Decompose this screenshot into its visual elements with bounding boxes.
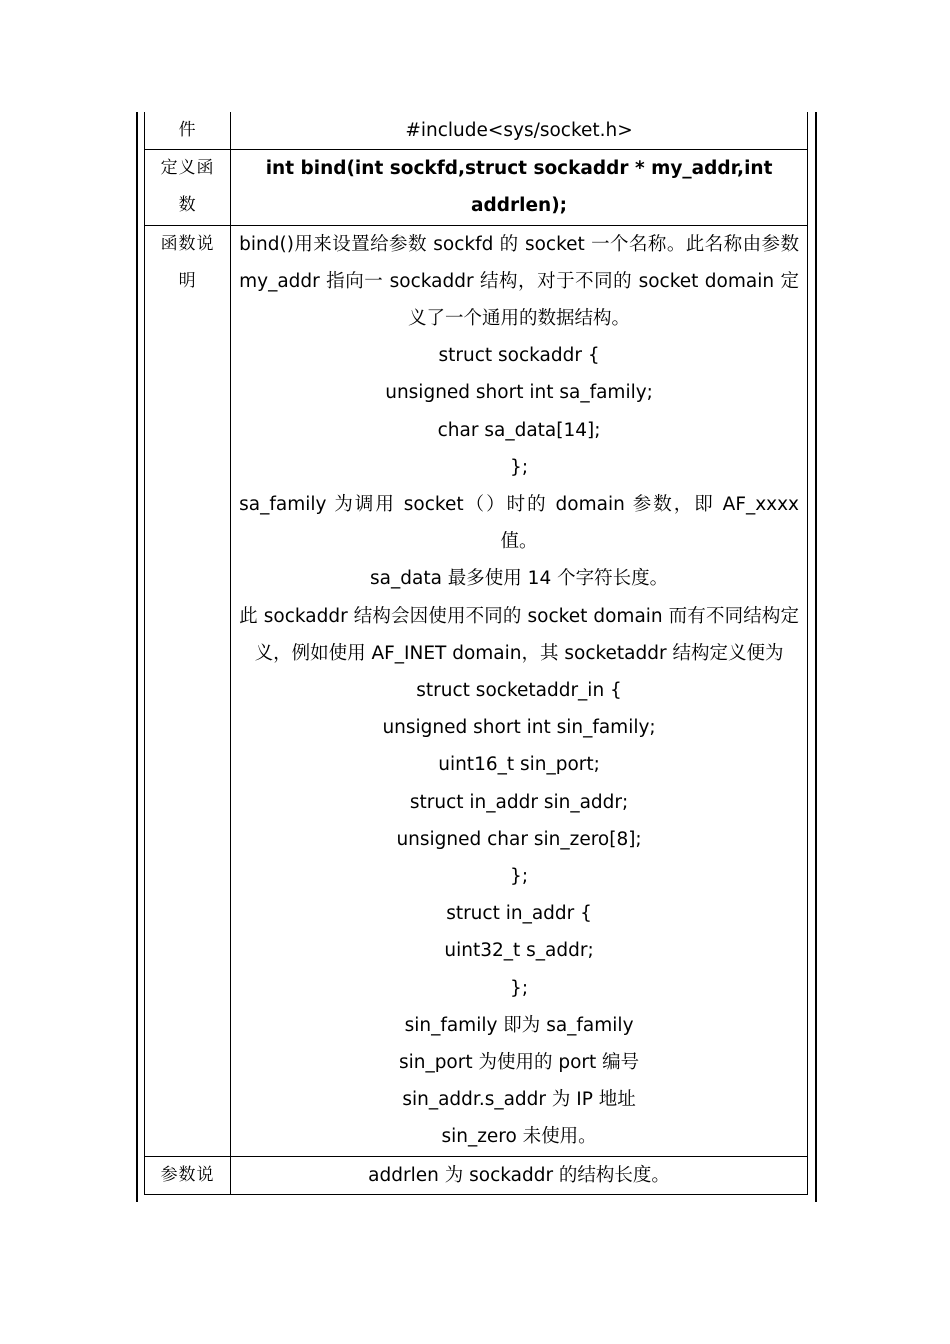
- sa-family-note: sa_family 为调用 socket（）时的 domain 参数，即 AF_xxxx 值。: [239, 494, 799, 553]
- table-outer-right-border: [815, 112, 817, 1202]
- header-file-label: 件: [145, 112, 231, 150]
- include-line: #include<sys/socket.h>: [405, 120, 633, 141]
- code-line: uint16_t sin_port;: [438, 754, 600, 776]
- code-line: uint32_t s_addr;: [444, 940, 594, 962]
- params-value: addrlen 为 sockaddr 的结构长度。: [231, 1156, 808, 1194]
- description-intro: bind()用来设置给参数 sockfd 的 socket 一个名称。此名称由参数 my_addr 指向一 sockaddr 结构，对于不同的 socket domain 定义了一个通用的数据结构。: [239, 233, 799, 330]
- table-row-definition: [145, 150, 808, 225]
- description-body: [231, 225, 808, 1156]
- code-line: struct in_addr sin_addr;: [409, 791, 629, 813]
- code-line: };: [510, 977, 529, 999]
- code-line: char sa_data[14];: [437, 419, 601, 441]
- code-line: struct in_addr {: [446, 903, 592, 925]
- signature-line-1: int bind(int sockfd,struct sockaddr * my_addr,int: [265, 158, 773, 180]
- variation-note: 此 sockaddr 结构会因使用不同的 socket domain 而有不同结构定义，例如使用 AF_INET domain，其 socketaddr 结构定义便为: [239, 605, 799, 664]
- field-note: sin_zero 未使用。: [441, 1126, 597, 1148]
- field-note: sin_family 即为 sa_family: [404, 1014, 634, 1036]
- field-note: sin_port 为使用的 port 编号: [398, 1052, 640, 1074]
- params-label: 参数说: [145, 1156, 231, 1194]
- definition-label: 定义函 数: [145, 150, 231, 225]
- table-row-description: [145, 225, 808, 1156]
- code-line: unsigned short int sa_family;: [385, 382, 653, 404]
- field-note: sin_addr.s_addr 为 IP 地址: [402, 1089, 636, 1111]
- table-outer-left-border: [136, 112, 138, 1202]
- code-line: };: [510, 866, 529, 888]
- code-line: unsigned short int sin_family;: [382, 717, 656, 739]
- table-row-params: [145, 1156, 808, 1194]
- signature-line-2: addrlen);: [471, 195, 568, 217]
- description-label: 函数说 明: [145, 225, 231, 1156]
- code-line: struct sockaddr {: [438, 345, 600, 367]
- function-signature: [231, 150, 808, 225]
- sa-data-note: sa_data 最多使用 14 个字符长度。: [370, 568, 669, 590]
- code-line: unsigned char sin_zero[8];: [396, 828, 642, 850]
- table-row-header-file: [145, 112, 808, 150]
- code-line: struct socketaddr_in {: [416, 680, 622, 702]
- header-file-value: [231, 112, 808, 150]
- code-line: };: [510, 456, 529, 478]
- function-reference-table: [144, 112, 808, 1195]
